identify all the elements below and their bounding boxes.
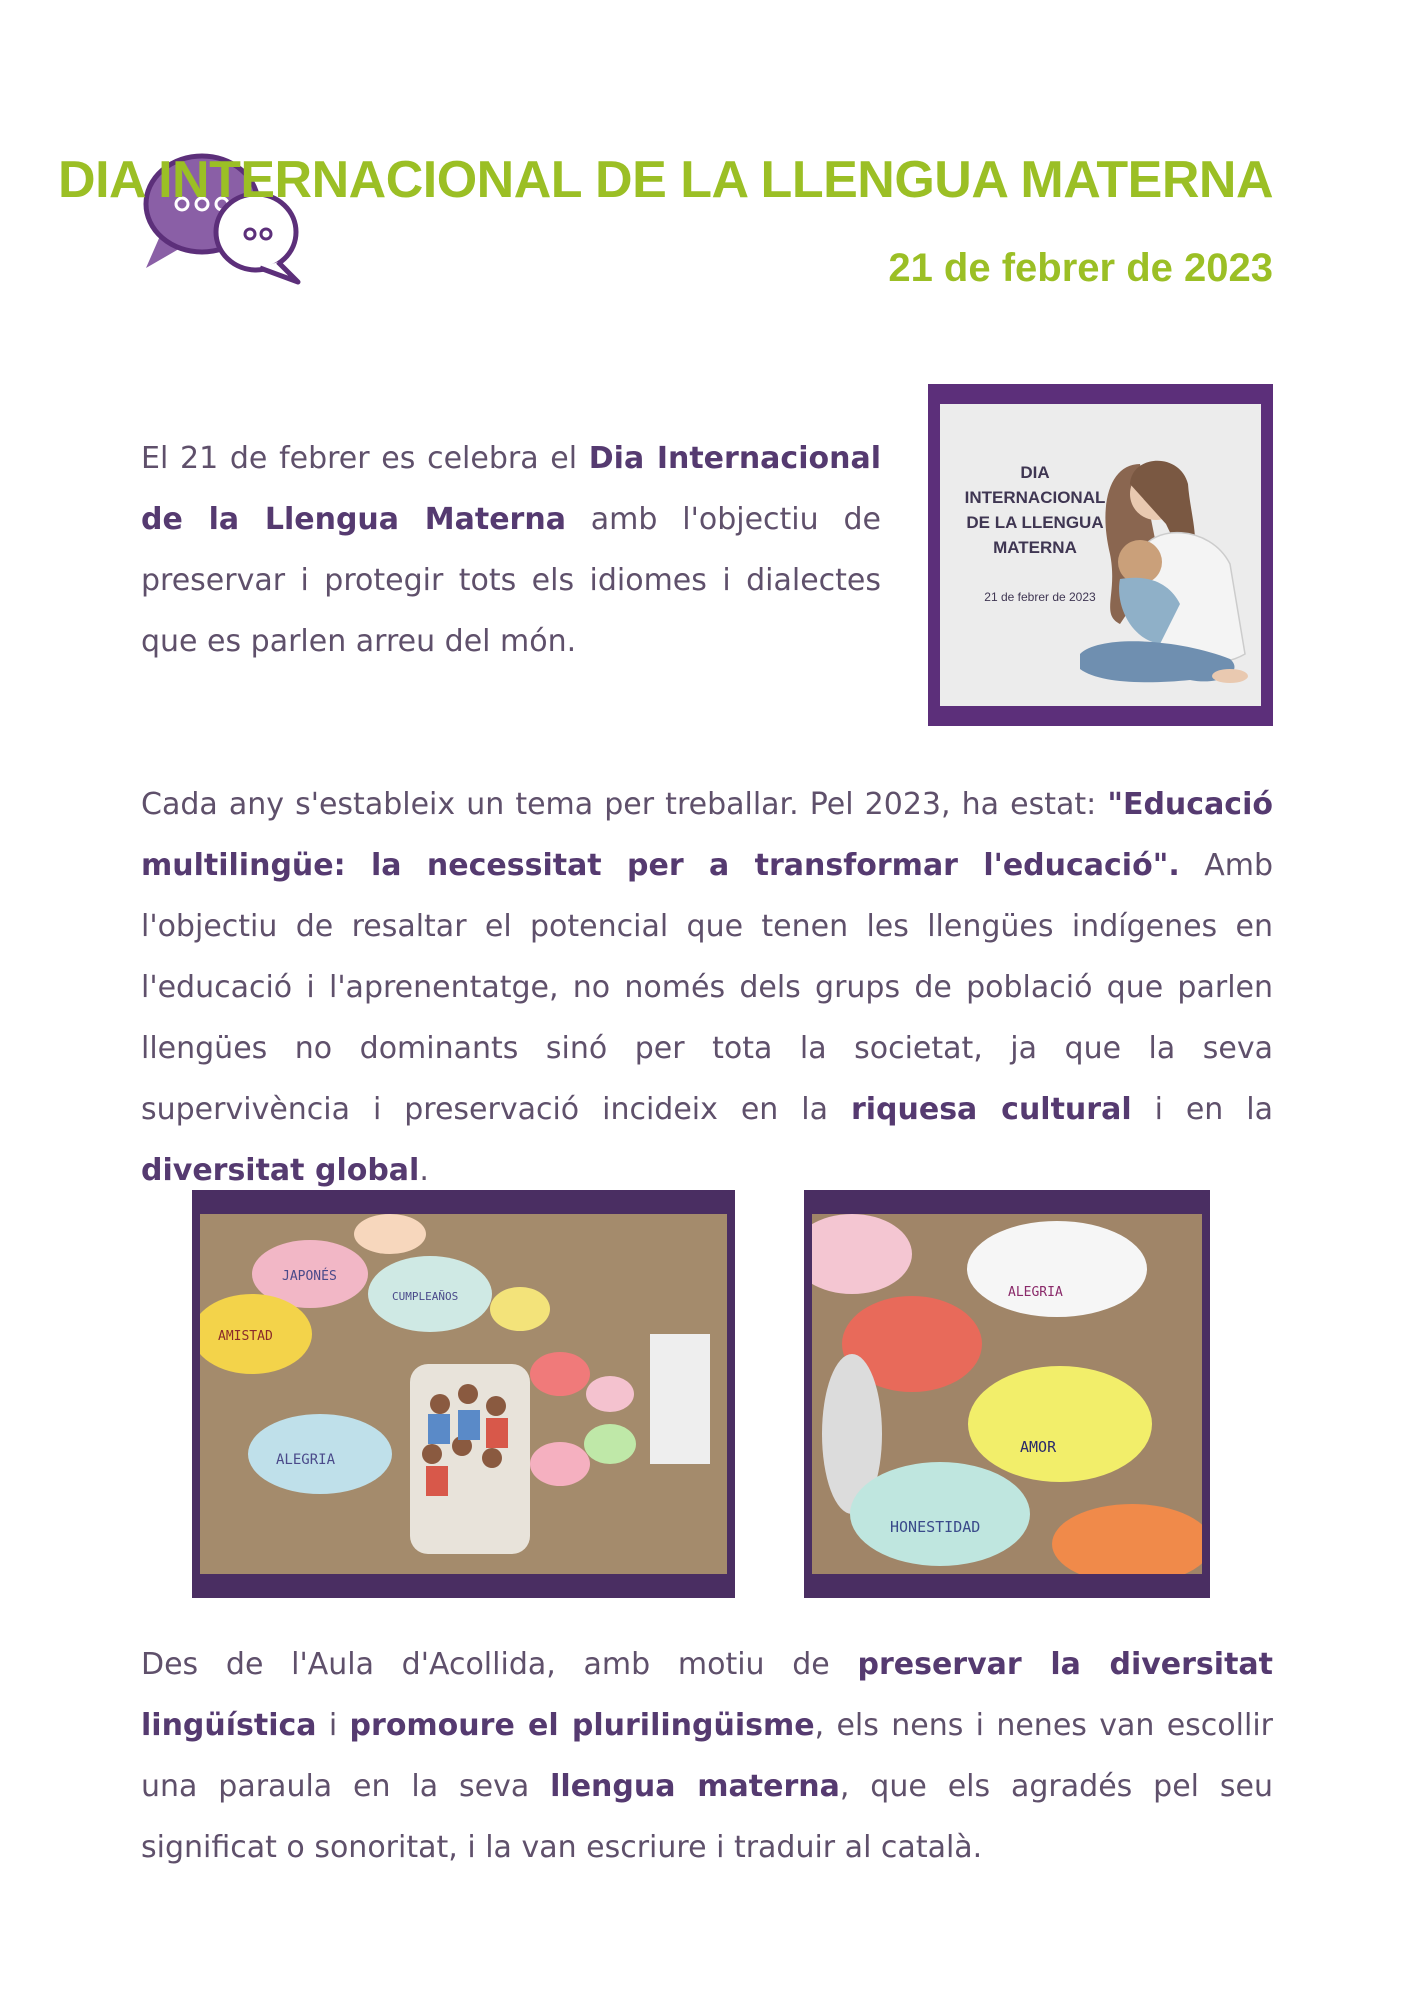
corkboard-right-illustration xyxy=(812,1214,1202,1574)
poster-title-line: DE LA LLENGUA xyxy=(966,513,1104,532)
theme-paragraph xyxy=(141,774,1273,1201)
intro-bold-1: Dia Internacional de la Llengua Materna xyxy=(141,441,881,537)
theme-bold-3: diversitat global xyxy=(141,1153,420,1188)
closing-bold-3: llengua materna xyxy=(550,1769,840,1804)
closing-text-4: , que els agradés pel seu significat o sonoritat, i la van escriure i traduir al català. xyxy=(141,1769,1273,1865)
bubble-word: HONESTIDAD xyxy=(890,1518,981,1536)
mother-child-illustration xyxy=(1070,444,1255,699)
bubble-word: AMOR xyxy=(1020,1438,1057,1456)
poster-canvas xyxy=(940,404,1261,706)
poster-title-line: INTERNACIONAL xyxy=(964,488,1106,507)
intro-text-1: El 21 de febrer es celebra el xyxy=(141,441,589,476)
theme-text-4: . xyxy=(419,1153,429,1188)
poster-date: 21 de febrer de 2023 xyxy=(984,590,1096,604)
classroom-photo-left xyxy=(192,1190,735,1598)
classroom-photo-right xyxy=(804,1190,1210,1598)
poster-title-line: DIA xyxy=(1020,463,1050,482)
corkboard-left-illustration xyxy=(200,1214,727,1574)
theme-bold-1: "Educació multilingüe: la necessitat per a transformar l'educació". xyxy=(141,787,1273,883)
closing-paragraph xyxy=(141,1634,1273,1878)
poster-title-line: MATERNA xyxy=(993,538,1077,557)
theme-text-3: i en la xyxy=(1131,1092,1273,1127)
theme-bold-2: riquesa cultural xyxy=(850,1092,1132,1127)
theme-text-2: Amb l'objectiu de resaltar el potencial que tenen les llengües indígenes en l'educació i l'aprenentatge, no només dels grups de població que parlen llengües no dominants sinó per tota la societat, ja que la seva supervivència i preservació incideix en la xyxy=(141,848,1273,1127)
bubble-word: ALEGRIA xyxy=(1008,1285,1063,1300)
poster-image xyxy=(928,384,1273,726)
closing-text-1: Des de l'Aula d'Acollida, amb motiu de xyxy=(141,1647,858,1682)
intro-text-2: amb l'objectiu de preservar i protegir tots els idiomes i dialectes que es parlen arreu del món. xyxy=(141,502,881,659)
closing-text-2: i xyxy=(316,1708,350,1743)
bubble-word: ALEGRIA xyxy=(276,1452,336,1468)
closing-bold-1: preservar la diversitat lingüística xyxy=(141,1647,1273,1743)
bubble-word: JAPONÉS xyxy=(282,1269,337,1284)
page-date: 21 de febrer de 2023 xyxy=(888,246,1273,290)
bubble-word: CUMPLEAÑOS xyxy=(392,1290,459,1303)
bubble-word: AMISTAD xyxy=(218,1329,273,1344)
theme-text-1: Cada any s'estableix un tema per treballar. Pel 2023, ha estat: xyxy=(141,787,1108,822)
closing-bold-2: promoure el plurilingüisme xyxy=(349,1708,815,1743)
intro-paragraph xyxy=(141,428,881,672)
page-title: DIA INTERNACIONAL DE LA LLENGUA MATERNA xyxy=(58,151,1273,209)
closing-text-3: , els nens i nenes van escollir una paraula en la seva xyxy=(141,1708,1273,1804)
